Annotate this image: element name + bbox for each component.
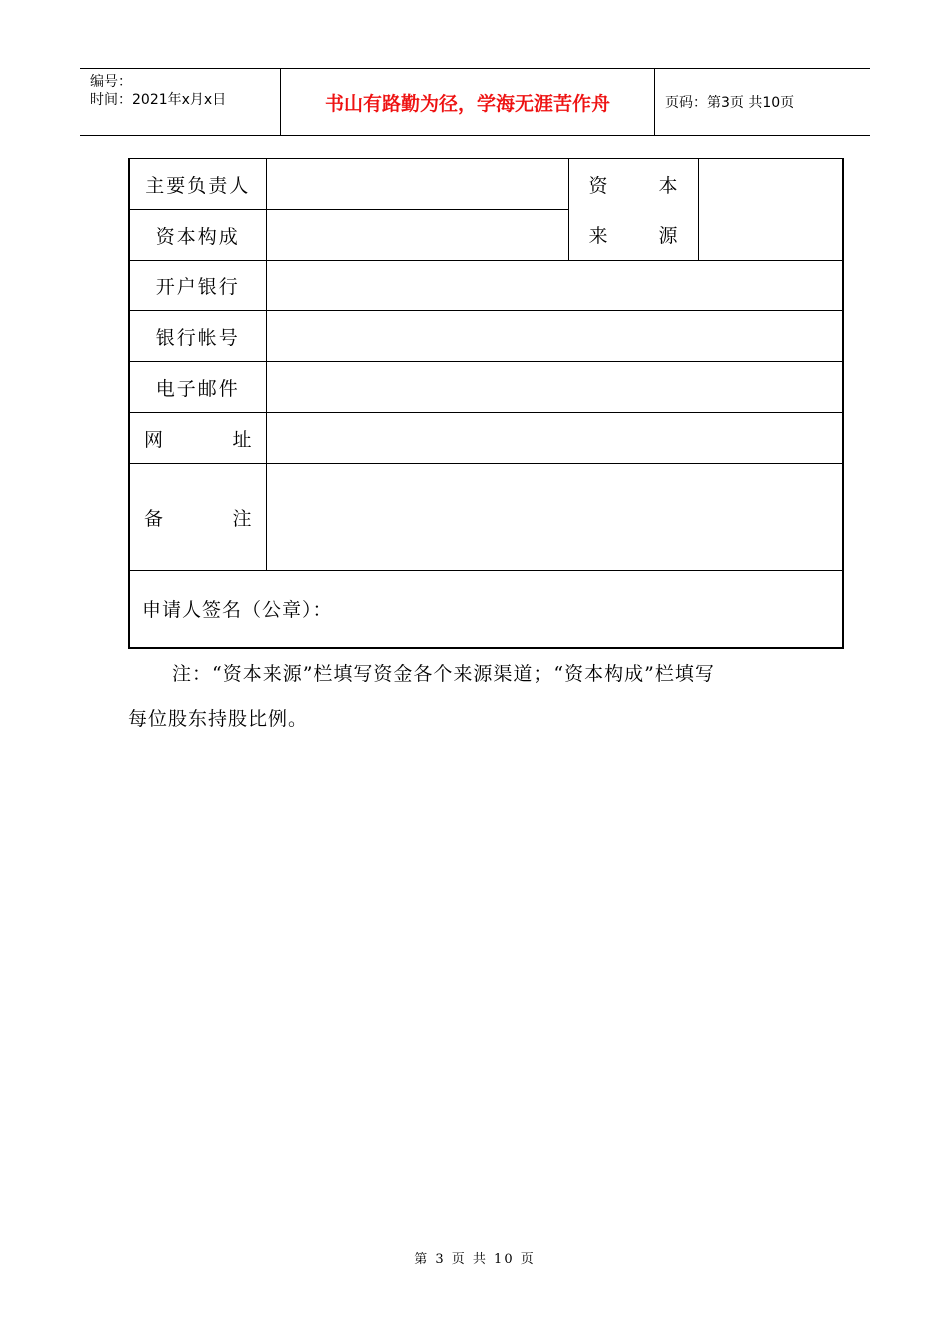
note-line-1: 注：“资本来源”栏填写资金各个来源渠道；“资本构成”栏填写 — [172, 663, 715, 685]
capital-source-label — [568, 159, 698, 261]
row-bank — [129, 261, 843, 311]
principal-label: 主要负责人 — [129, 159, 266, 210]
row-signature — [129, 571, 843, 648]
remarks-field[interactable] — [266, 464, 843, 571]
website-label-char: 址 — [232, 428, 252, 451]
header-number: 编号： — [90, 74, 132, 90]
capital-source-char: 来 — [588, 225, 608, 247]
row-remarks — [129, 464, 843, 571]
header-date: 时间：2021年x月x日 — [90, 92, 227, 108]
website-label — [129, 413, 266, 464]
note-line-2: 每位股东持股比例。 — [128, 708, 309, 730]
capital-source-field[interactable] — [698, 159, 843, 261]
signature-field[interactable] — [129, 571, 843, 648]
bank-label: 开户银行 — [129, 261, 266, 311]
signature-label: 申请人签名（公章）： — [142, 599, 333, 622]
row-website — [129, 413, 843, 464]
website-label-char: 网 — [144, 428, 164, 451]
header-page-info: 页码：第3页 共10页 — [665, 95, 795, 111]
row-principal — [129, 159, 843, 210]
remarks-label — [129, 464, 266, 571]
email-field[interactable] — [266, 362, 843, 413]
capital-source-char: 本 — [658, 175, 678, 197]
remarks-label-char: 注 — [232, 507, 252, 530]
account-label: 银行帐号 — [129, 311, 266, 362]
account-field[interactable] — [266, 311, 843, 362]
application-form-table — [128, 158, 844, 649]
row-account — [129, 311, 843, 362]
header-motto: 书山有路勤为径，学海无涯苦作舟 — [281, 69, 655, 135]
capital-structure-field[interactable] — [266, 210, 568, 261]
header-meta — [80, 69, 281, 135]
website-field[interactable] — [266, 413, 843, 464]
bank-field[interactable] — [266, 261, 843, 311]
principal-field[interactable] — [266, 159, 568, 210]
email-label: 电子邮件 — [129, 362, 266, 413]
capital-structure-label: 资本构成 — [129, 210, 266, 261]
form-note — [128, 652, 828, 742]
remarks-label-char: 备 — [144, 507, 164, 530]
capital-source-char: 资 — [588, 175, 608, 197]
capital-source-char: 源 — [658, 225, 678, 247]
row-email — [129, 362, 843, 413]
page-footer: 第 3 页 共 10 页 — [414, 1252, 536, 1267]
page-header — [80, 68, 870, 136]
